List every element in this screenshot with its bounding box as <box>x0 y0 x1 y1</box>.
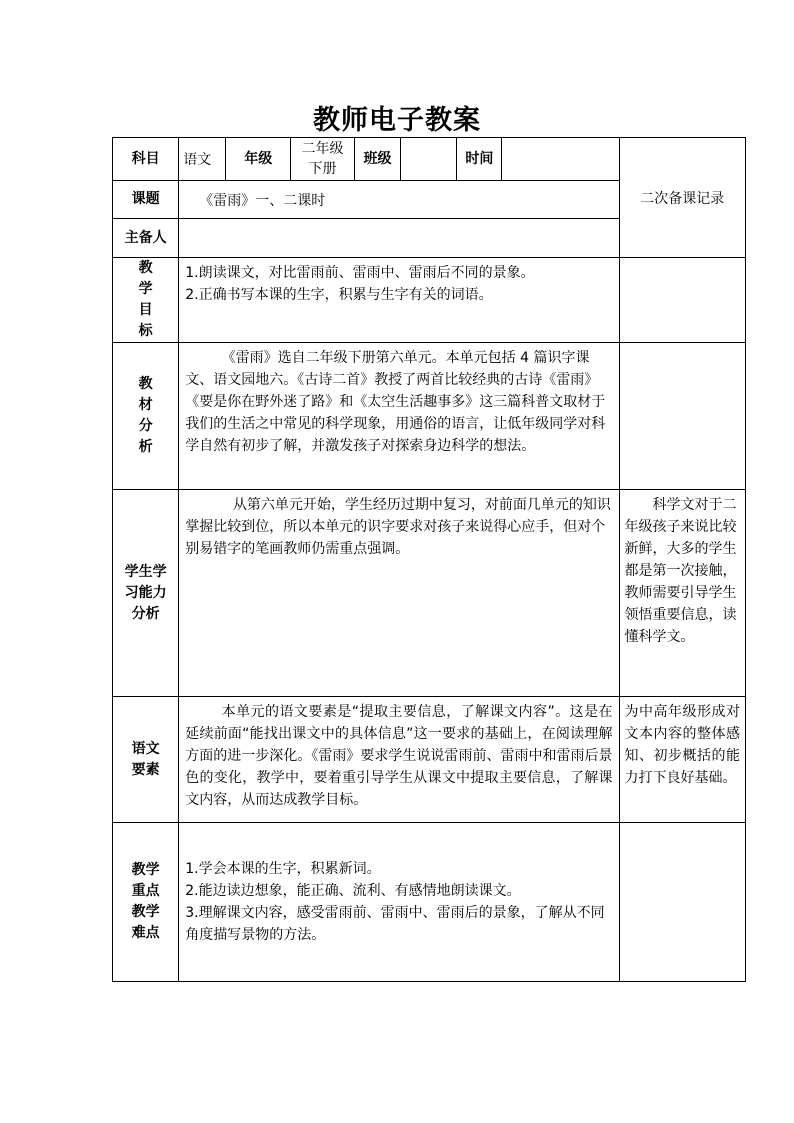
preparer-value[interactable] <box>179 219 619 258</box>
grade-value[interactable] <box>291 138 354 181</box>
goals-row <box>113 258 746 343</box>
goals-label-char: 教 <box>138 260 153 276</box>
goals-label-char: 目 <box>138 302 153 318</box>
class-value[interactable] <box>401 138 457 181</box>
ability-note-text: 科学文对于二年级孩子来说比较新鲜，大多的学生都是第一次接触，教师需要引导学生领悟重要信息，读懂科学文。 <box>624 497 737 645</box>
goal-item: 2.正确书写本课的生字，积累与生字有关的词语。 <box>185 287 493 303</box>
ability-note[interactable] <box>619 490 745 697</box>
elements-label <box>113 697 179 823</box>
keypoints-row <box>113 823 746 982</box>
elements-note[interactable] <box>619 697 745 823</box>
material-note[interactable] <box>619 343 745 490</box>
preparer-label: 主备人 <box>113 219 179 258</box>
material-content[interactable] <box>179 343 619 490</box>
class-label: 班级 <box>354 138 401 181</box>
time-value[interactable] <box>502 138 619 181</box>
keypoints-label-line: 教学 <box>131 862 160 878</box>
material-row <box>113 343 746 490</box>
second-prep-record-label: 二次备课记录 <box>619 138 745 258</box>
goals-note[interactable] <box>619 258 745 343</box>
ability-content[interactable] <box>179 490 619 697</box>
elements-content[interactable] <box>179 697 619 823</box>
grade-value-line2: 下册 <box>308 161 337 177</box>
topic-value[interactable]: 《雷雨》一、二课时 <box>179 181 619 219</box>
page-title: 教师电子教案 <box>313 105 481 136</box>
goal-item: 1.朗读课文，对比雷雨前、雷雨中、雷雨后不同的景象。 <box>185 265 535 281</box>
keypoints-label-line: 教学 <box>131 904 160 920</box>
material-label-char: 教 <box>138 376 153 392</box>
keypoint-item: 1.学会本课的生字，积累新词。 <box>185 861 381 877</box>
grade-value-line1: 二年级 <box>301 141 344 157</box>
goals-label-char: 学 <box>138 281 153 297</box>
material-label-char: 分 <box>138 418 153 434</box>
ability-label-line: 习能力 <box>124 584 167 601</box>
keypoints-label-line: 难点 <box>131 925 160 941</box>
material-label-char: 析 <box>138 439 153 455</box>
material-label <box>113 343 179 490</box>
subject-value[interactable]: 语文 <box>179 138 226 181</box>
goals-label-char: 标 <box>138 323 153 339</box>
ability-row <box>113 490 746 697</box>
goals-label <box>113 258 179 343</box>
keypoint-item: 2.能边读边想象，能正确、流利、有感情地朗读课文。 <box>185 883 521 899</box>
ability-label <box>113 490 179 697</box>
ability-text: 从第六单元开始，学生经历过期中复习，对前面几单元的知识掌握比较到位，所以本单元的识字要求对孩子来说得心应手，但对个别易错字的笔画教师仍需重点强调。 <box>185 497 611 557</box>
ability-label-line: 分析 <box>131 605 160 622</box>
material-label-char: 材 <box>138 397 153 413</box>
header-row <box>113 138 746 181</box>
keypoints-label-line: 重点 <box>131 883 160 899</box>
keypoints-content[interactable] <box>179 823 619 982</box>
elements-note-text: 为中高年级形成对文本内容的整体感知、初步概括的能力打下良好基础。 <box>624 704 740 786</box>
keypoint-item: 3.理解课文内容，感受雷雨前、雷雨中、雷雨后的景象，了解从不同角度描写景物的方法。 <box>185 905 605 943</box>
topic-label: 课题 <box>113 181 179 219</box>
lesson-plan-table <box>112 137 746 982</box>
keypoints-label <box>113 823 179 982</box>
subject-label: 科目 <box>113 138 179 181</box>
keypoints-note[interactable] <box>619 823 745 982</box>
goals-content[interactable] <box>179 258 619 343</box>
ability-label-line: 学生学 <box>124 563 167 580</box>
elements-text: 本单元的语文要素是“提取主要信息，了解课文内容”。这是在延续前面“能找出课文中的具体信息”这一要求的基础上，在阅读理解方面的进一步深化。《雷雨》要求学生说说雷雨前、雷雨中和雷雨后景色的变化，教学中，要着重引导学生从课文中提取主要信息，了解课文内容，从而达成教学目标。 <box>185 704 613 808</box>
elements-row <box>113 697 746 823</box>
elements-label-line: 要素 <box>131 761 160 778</box>
time-label: 时间 <box>457 138 502 181</box>
grade-label: 年级 <box>226 138 291 181</box>
material-text: 《雷雨》选自二年级下册第六单元。本单元包括 4 篇识字课文、语文园地六。《古诗二首》教授了两首比较经典的古诗《雷雨》《要是你在野外迷了路》和《太空生活趣事多》这三篇科普文取材于我们的生活之中常见的科学现象，用通俗的语言，让低年级同学对科学自然有初步了解，并激发孩子对探索身边科学的想法。 <box>185 350 606 454</box>
elements-label-line: 语文 <box>131 740 160 757</box>
